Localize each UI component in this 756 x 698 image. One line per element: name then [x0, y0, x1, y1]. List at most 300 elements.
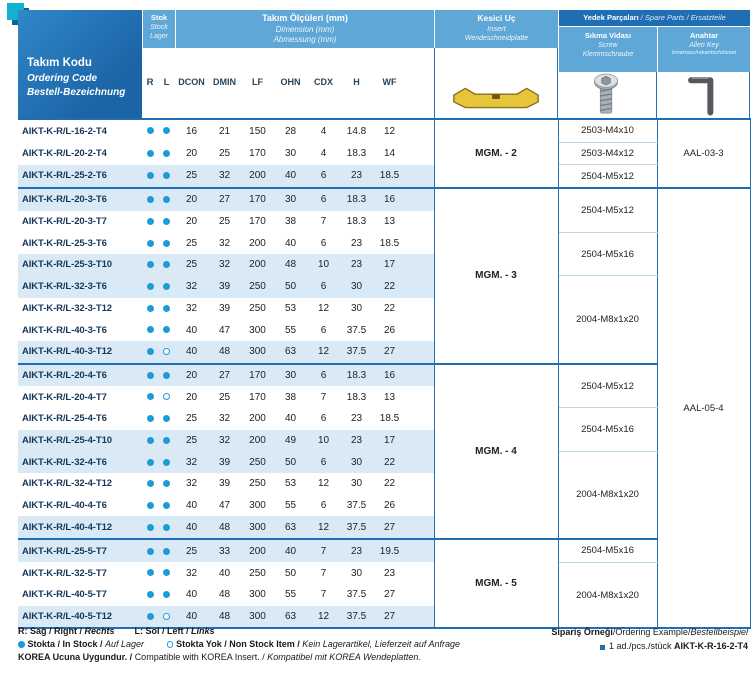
dimensions-label-tr: Takım Ölçüleri (mm)	[262, 13, 348, 23]
stock-l-cell	[158, 119, 175, 142]
dim-value: 27	[373, 606, 406, 629]
dim-value: 6	[320, 237, 327, 249]
dim-value: 53	[284, 478, 297, 490]
allen-key-label-en: Allen Key	[689, 41, 719, 49]
header-ordering-code	[18, 10, 142, 118]
stock-dot-r	[147, 196, 154, 203]
stock-l-cell	[158, 188, 175, 211]
insert-group-cell: MGM. - 3	[434, 188, 558, 364]
catalog-table	[18, 10, 750, 629]
dim-value: 16	[373, 188, 406, 211]
insert-image-cell	[434, 48, 558, 118]
spacer-cell	[406, 386, 434, 408]
dim-value: 250	[249, 567, 266, 579]
dim-value: 23	[340, 254, 373, 276]
tool-code: AIKT-K-R/L-25-2-T6	[18, 165, 142, 188]
table-row	[18, 232, 750, 254]
spacer-cell	[406, 298, 434, 320]
dim-value: 48	[208, 606, 241, 629]
dim-value: 25	[185, 413, 198, 425]
stock-dot-r	[147, 261, 154, 268]
dim-value: 13	[383, 216, 396, 228]
dim-value: 23	[340, 165, 373, 188]
dim-value: 28	[284, 125, 297, 137]
dim-value: 18.3	[346, 391, 367, 403]
screw-label-de: Klemmschraube	[582, 50, 634, 58]
dim-value: 25	[218, 391, 231, 403]
column-header-ohn: OHN	[280, 77, 301, 88]
stock-r-cell	[142, 539, 158, 562]
tool-code: AIKT-K-R/L-20-3-T7	[22, 216, 107, 228]
dim-value: 200	[249, 413, 266, 425]
spare-parts-label-en: Spare Parts	[644, 13, 685, 22]
spacer-cell	[406, 142, 434, 165]
header-insert	[434, 10, 558, 48]
stock-r-cell	[142, 165, 158, 188]
dim-value: 48	[208, 341, 241, 364]
dim-value: 40	[274, 165, 307, 188]
ordering-example-title: Sipariş Örneği/Ordering Example/Bestellbeispiel	[551, 627, 748, 637]
stock-dot-l	[163, 127, 170, 134]
dim-value: 39	[208, 276, 241, 298]
stock-r-cell	[142, 254, 158, 276]
dim-value: 37.5	[340, 516, 373, 539]
stock-dot-r	[147, 372, 154, 379]
stock-dot-r	[147, 150, 154, 157]
column-header-dcon: DCON	[178, 77, 205, 88]
table-row	[18, 539, 750, 562]
stock-dot-r	[147, 326, 154, 333]
insert-group-cell: MGM. - 2	[434, 119, 558, 188]
stock-l-cell	[158, 364, 175, 387]
in-stock-dot	[18, 641, 25, 648]
spacer-cell	[406, 408, 434, 430]
table-row	[18, 562, 750, 584]
ordering-code-label-en: Ordering Code	[27, 72, 98, 84]
table-row	[18, 188, 750, 211]
stock-dot-l	[163, 150, 170, 157]
dim-value: 49	[274, 430, 307, 452]
dim-value: 16	[185, 125, 198, 137]
column-header-h: H	[353, 77, 360, 88]
stock-dot-l	[163, 480, 170, 487]
spacer-cell	[406, 211, 434, 233]
header-spare-parts-banner: Yedek Parçaları / Spare Parts / Ersatzteile	[558, 10, 750, 26]
dim-value: 38	[284, 391, 297, 403]
dim-value: 32	[175, 451, 208, 473]
tool-code: AIKT-K-R/L-40-5-T7	[22, 589, 107, 601]
screw-size-cell: 2504-M5x16	[558, 232, 657, 275]
header-allen-key	[657, 26, 750, 72]
stock-dot-l	[163, 393, 170, 400]
stock-r-cell	[142, 341, 158, 364]
dim-value: 37.5	[346, 589, 367, 601]
dimensions-label-en: Dimension (mm)	[275, 24, 335, 34]
stock-footnote: Stokta / In Stock / Auf Lager Stokta Yok / Non Stock Item / Kein Lagerartikel, Lieferzeit auf Anfrage	[18, 638, 460, 651]
insert-group-cell: MGM. - 5	[434, 539, 558, 628]
dim-value: 6	[320, 413, 327, 425]
allen-key-label-de: Innensechskantschlüssel	[671, 49, 737, 56]
dim-value: 6	[320, 500, 327, 512]
dim-value: 300	[241, 606, 274, 629]
stock-dot-r	[147, 548, 154, 555]
dim-value: 200	[241, 254, 274, 276]
screw-size-cell: 2504-M5x12	[558, 165, 657, 188]
stock-l-cell	[158, 319, 175, 341]
stock-l-cell	[158, 142, 175, 165]
dim-value: 18.5	[379, 237, 400, 249]
spacer-cell	[406, 276, 434, 298]
stock-dot-l	[163, 524, 170, 531]
dim-value: 30	[274, 188, 307, 211]
column-header-l: L	[163, 76, 170, 88]
dim-value: 30	[274, 364, 307, 387]
stock-l-cell	[158, 430, 175, 452]
dim-value: 250	[241, 276, 274, 298]
dim-value: 33	[208, 539, 241, 562]
dim-value: 18.3	[346, 216, 367, 228]
stock-label-en: Stock	[150, 23, 168, 31]
dim-value: 40	[175, 606, 208, 629]
stock-r-cell	[142, 188, 158, 211]
dim-value: 30	[284, 148, 297, 160]
dim-value: 18.3	[346, 148, 367, 160]
allen-key-cell: AAL-03-3	[657, 119, 750, 188]
header-stock	[142, 10, 175, 48]
dim-value: 63	[274, 516, 307, 539]
stock-dot-r	[147, 283, 154, 290]
insert-group-cell: MGM. - 4	[434, 364, 558, 540]
dim-value: 55	[284, 500, 297, 512]
stock-l-cell	[158, 165, 175, 188]
square-bullet	[600, 645, 605, 650]
dim-value: 40	[185, 324, 198, 336]
stock-dot-l	[163, 326, 170, 333]
dim-value: 23	[340, 430, 373, 452]
dim-value: 63	[274, 341, 307, 364]
dim-value: 18.5	[379, 413, 400, 425]
dimensions-label-de: Abmessung (mm)	[273, 35, 337, 45]
ordering-example	[551, 625, 748, 654]
dim-value: 20	[175, 188, 208, 211]
dim-value: 30	[340, 276, 373, 298]
dim-value: 21	[218, 125, 231, 137]
dim-value: 17	[373, 254, 406, 276]
stock-r-cell	[142, 430, 158, 452]
stock-l-cell	[158, 254, 175, 276]
dim-value: 40	[284, 413, 297, 425]
dim-value: 10	[307, 254, 340, 276]
stock-l-cell	[158, 341, 175, 364]
stock-r-cell	[142, 562, 158, 584]
dim-value: 37.5	[340, 606, 373, 629]
dim-value: 27	[373, 516, 406, 539]
stock-dot-l	[163, 305, 170, 312]
allen-key-icon	[681, 72, 725, 118]
stock-dot-l	[163, 437, 170, 444]
tool-code: AIKT-K-R/L-20-2-T4	[22, 148, 107, 160]
stock-dot-l	[163, 348, 170, 355]
tool-code: AIKT-K-R/L-40-4-T6	[22, 500, 107, 512]
stock-dot-r	[147, 393, 154, 400]
stock-dot-l	[163, 548, 170, 555]
dim-value: 6	[307, 188, 340, 211]
spacer-cell	[406, 451, 434, 473]
dim-value: 6	[307, 165, 340, 188]
dim-value: 300	[249, 500, 266, 512]
stock-r-cell	[142, 408, 158, 430]
stock-l-cell	[158, 539, 175, 562]
stock-l-cell	[158, 473, 175, 495]
column-header-cdx: CDX	[313, 77, 333, 88]
dim-value: 14	[383, 148, 396, 160]
stock-dot-r	[147, 524, 154, 531]
spacer-cell	[406, 319, 434, 341]
stock-r-cell	[142, 211, 158, 233]
dim-value: 40	[175, 516, 208, 539]
dim-value: 63	[274, 606, 307, 629]
screw-icon	[590, 73, 624, 117]
column-header-wf: WF	[382, 77, 397, 88]
column-header-r: R	[146, 76, 154, 88]
dim-value: 27	[373, 341, 406, 364]
stock-dot-r	[147, 480, 154, 487]
dim-value: 32	[208, 430, 241, 452]
stock-dot-r	[147, 591, 154, 598]
dim-value: 170	[249, 391, 266, 403]
screw-size-cell: 2504-M5x12	[558, 188, 657, 232]
tool-code: AIKT-K-R/L-25-4-T6	[22, 413, 107, 425]
stock-l-cell	[158, 562, 175, 584]
stock-dot-l	[163, 196, 170, 203]
header-dimensions	[175, 10, 434, 48]
dim-value: 32	[208, 165, 241, 188]
dim-value: 22	[383, 478, 396, 490]
dim-value: 18.3	[340, 188, 373, 211]
dim-value: 300	[249, 324, 266, 336]
table-row	[18, 142, 750, 165]
stock-l-cell	[158, 386, 175, 408]
stock-r-cell	[142, 319, 158, 341]
screw-size-cell: 2503-M4x10	[558, 119, 657, 142]
dim-value: 53	[284, 302, 297, 314]
tool-code: AIKT-K-R/L-40-5-T12	[18, 606, 142, 629]
tool-code: AIKT-K-R/L-25-3-T10	[18, 254, 142, 276]
dim-value: 4	[320, 125, 327, 137]
stock-dot-l	[163, 261, 170, 268]
stock-dot-r	[147, 502, 154, 509]
stock-r-cell	[142, 473, 158, 495]
stock-l-cell	[158, 516, 175, 539]
spacer-cell	[406, 430, 434, 452]
screw-size-cell: 2004-M8x1x20	[558, 276, 657, 364]
dim-value: 20	[185, 148, 198, 160]
table-row	[18, 119, 750, 142]
dim-value: 30	[350, 478, 363, 490]
dim-value: 40	[218, 567, 231, 579]
insert-label-tr: Kesici Uç	[477, 13, 516, 23]
stock-l-cell	[158, 495, 175, 517]
dim-value: 32	[185, 567, 198, 579]
dim-value: 22	[373, 276, 406, 298]
tool-code: AIKT-K-R/L-25-3-T6	[22, 237, 107, 249]
ordering-code-label-de: Bestell-Bezeichnung	[27, 86, 126, 98]
screw-size-cell: 2004-M8x1x20	[558, 562, 657, 628]
dim-value: 40	[175, 341, 208, 364]
dim-value: 12	[317, 478, 330, 490]
dim-value: 32	[175, 276, 208, 298]
table-row	[18, 165, 750, 188]
tool-code: AIKT-K-R/L-25-4-T10	[18, 430, 142, 452]
dim-value: 300	[241, 516, 274, 539]
dim-value: 200	[241, 430, 274, 452]
stock-dot-r	[147, 240, 154, 247]
dim-value: 18.5	[373, 165, 406, 188]
stock-r-cell	[142, 232, 158, 254]
footnotes	[18, 625, 460, 664]
spacer-cell	[406, 188, 434, 211]
stock-dot-l	[163, 283, 170, 290]
stock-r-cell	[142, 364, 158, 387]
non-stock-dot	[167, 641, 174, 648]
dim-value: 40	[185, 589, 198, 601]
stock-dot-l	[163, 569, 170, 576]
stock-subcolumns	[142, 48, 175, 118]
dim-value: 25	[175, 539, 208, 562]
stock-dot-r	[147, 348, 154, 355]
dim-value: 7	[320, 391, 327, 403]
dim-value: 23	[350, 237, 363, 249]
ordering-example-line: 1 ad./pcs./stück AIKT-K-R-16-2-T4	[551, 639, 748, 653]
dim-value: 6	[307, 364, 340, 387]
dim-value: 20	[185, 391, 198, 403]
tool-code: AIKT-K-R/L-20-4-T6	[18, 364, 142, 387]
stock-r-cell	[142, 119, 158, 142]
table-row	[18, 364, 750, 387]
stock-dot-r	[147, 415, 154, 422]
stock-l-cell	[158, 408, 175, 430]
stock-dot-r	[147, 127, 154, 134]
dim-value: 20	[175, 364, 208, 387]
dim-value: 32	[218, 413, 231, 425]
dim-value: 55	[284, 324, 297, 336]
stock-l-cell	[158, 276, 175, 298]
tool-code: AIKT-K-R/L-16-2-T4	[22, 125, 107, 137]
spacer-cell	[406, 232, 434, 254]
stock-r-cell	[142, 495, 158, 517]
dim-value: 16	[373, 364, 406, 387]
screw-size-cell: 2504-M5x12	[558, 364, 657, 408]
insert-label-en: Insert	[487, 24, 506, 34]
dim-value: 55	[284, 589, 297, 601]
spacer-cell	[406, 539, 434, 562]
tool-code: AIKT-K-R/L-32-4-T12	[22, 478, 112, 490]
dim-value: 37.5	[346, 500, 367, 512]
table-body	[18, 119, 750, 628]
dim-value: 25	[175, 254, 208, 276]
dim-value: 4	[320, 148, 327, 160]
dim-value: 25	[218, 216, 231, 228]
stock-dot-l	[163, 502, 170, 509]
dim-value: 37.5	[346, 324, 367, 336]
stock-r-cell	[142, 298, 158, 320]
stock-dot-l	[163, 218, 170, 225]
dim-value: 18.3	[340, 364, 373, 387]
dim-value: 20	[185, 216, 198, 228]
dim-value: 6	[307, 276, 340, 298]
dim-value: 48	[218, 589, 231, 601]
dim-value: 47	[218, 324, 231, 336]
dimension-subcolumns	[175, 48, 434, 118]
stock-dot-l	[163, 613, 170, 620]
dim-value: 48	[274, 254, 307, 276]
spacer-cell	[406, 364, 434, 387]
tool-code: AIKT-K-R/L-32-3-T12	[22, 302, 112, 314]
dim-value: 50	[274, 451, 307, 473]
dim-value: 300	[249, 589, 266, 601]
product-table	[18, 118, 751, 629]
stock-r-cell	[142, 386, 158, 408]
dim-value: 6	[307, 451, 340, 473]
table-row	[18, 451, 750, 473]
stock-dot-l	[163, 240, 170, 247]
dim-value: 25	[218, 148, 231, 160]
screw-label-tr: Sıkma Vidası	[584, 31, 632, 40]
dim-value: 37.5	[340, 341, 373, 364]
dim-value: 32	[208, 254, 241, 276]
dim-value: 6	[320, 324, 327, 336]
spacer-cell	[406, 584, 434, 606]
dim-value: 200	[241, 165, 274, 188]
rl-footnote: R: Sağ / Right / Rechts L: Sol / Left / Links	[18, 626, 215, 636]
stock-dot-l	[163, 172, 170, 179]
dim-value: 250	[249, 478, 266, 490]
stock-dot-r	[147, 172, 154, 179]
dim-value: 13	[383, 391, 396, 403]
dim-value: 22	[383, 302, 396, 314]
compatibility-footnote: KOREA Ucuna Uygundur. / Compatible with KOREA Insert. / Kompatibel mit KOREA Wendeplatten.	[18, 652, 421, 663]
dim-value: 200	[241, 539, 274, 562]
stock-dot-l	[163, 415, 170, 422]
dim-value: 40	[274, 539, 307, 562]
dim-value: 250	[249, 302, 266, 314]
column-header-dmin: DMIN	[213, 77, 236, 88]
dim-value: 12	[317, 302, 330, 314]
dim-value: 150	[249, 125, 266, 137]
dim-value: 22	[373, 451, 406, 473]
screw-size-cell: 2004-M8x1x20	[558, 451, 657, 539]
dim-value: 300	[241, 341, 274, 364]
spacer-cell	[406, 254, 434, 276]
stock-l-cell	[158, 211, 175, 233]
dim-value: 19.5	[373, 539, 406, 562]
dim-value: 200	[249, 237, 266, 249]
table-header	[18, 10, 750, 118]
dim-value: 27	[208, 364, 241, 387]
spacer-cell	[406, 495, 434, 517]
dim-value: 25	[175, 430, 208, 452]
stock-dot-r	[147, 613, 154, 620]
dim-value: 170	[249, 148, 266, 160]
dim-value: 12	[307, 341, 340, 364]
dim-value: 25	[185, 237, 198, 249]
dim-value: 39	[218, 302, 231, 314]
allen-key-icon-cell	[657, 72, 750, 118]
stock-dot-r	[147, 569, 154, 576]
allen-key-cell: AAL-05-4	[657, 188, 750, 628]
stock-dot-r	[147, 218, 154, 225]
stock-dot-l	[163, 591, 170, 598]
